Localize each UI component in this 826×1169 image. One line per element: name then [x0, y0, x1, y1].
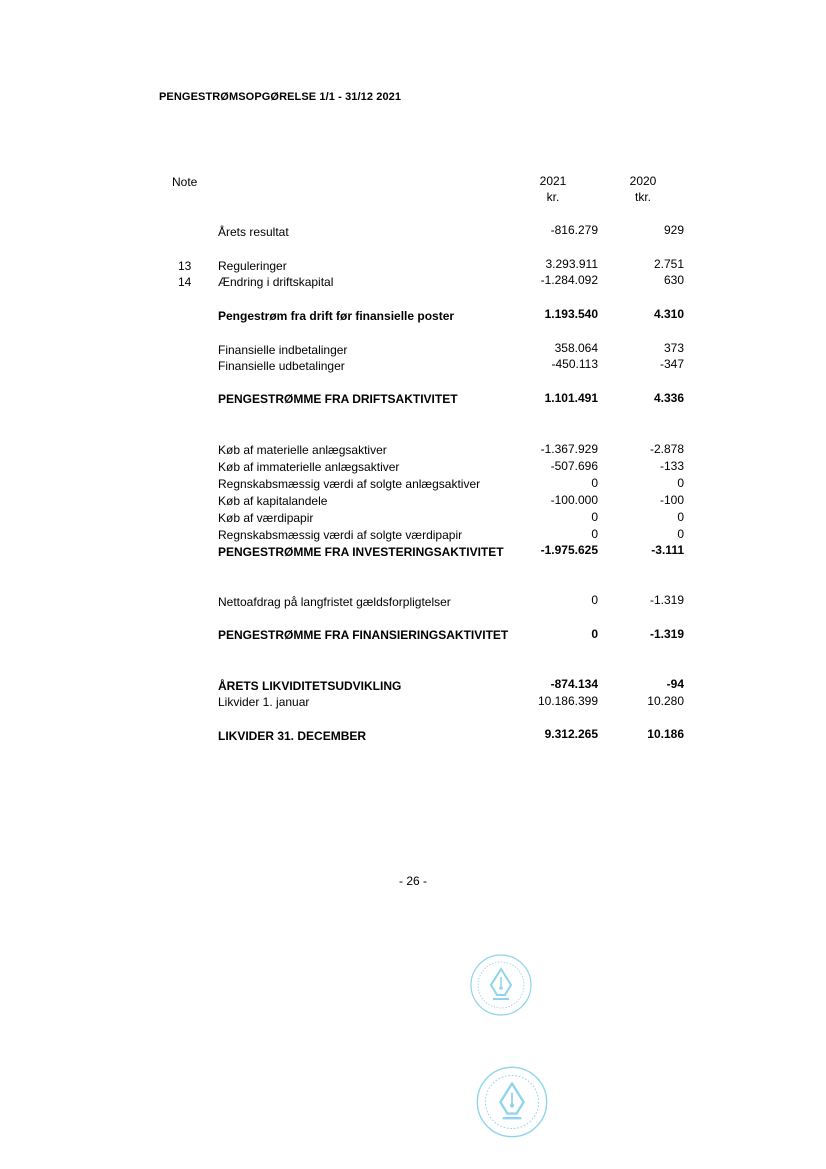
- value-2021: 0: [591, 593, 598, 607]
- value-2021: 1.101.491: [544, 391, 598, 405]
- signature-seal-icon: [469, 953, 533, 1022]
- value-2021: -100.000: [550, 493, 598, 507]
- row-label: Ændring i driftskapital: [218, 275, 334, 289]
- row-label: LIKVIDER 31. DECEMBER: [218, 729, 367, 743]
- value-2021: 0: [591, 476, 598, 490]
- page-title: PENGESTRØMSOPGØRELSE 1/1 - 31/12 2021: [159, 91, 402, 103]
- year-2020-header: 2020: [629, 174, 657, 188]
- row-label: PENGESTRØMME FRA INVESTERINGSAKTIVITET: [218, 545, 504, 559]
- row-label: Regnskabsmæssig værdi af solgte værdipapir: [218, 528, 463, 542]
- note-column-header: Note: [172, 175, 198, 189]
- value-2020: -133: [659, 459, 684, 473]
- row-label: PENGESTRØMME FRA DRIFTSAKTIVITET: [218, 392, 458, 406]
- row-label: Køb af værdipapir: [218, 511, 314, 525]
- value-2020: 630: [663, 273, 684, 287]
- value-2020: -347: [659, 357, 684, 371]
- value-2020: 4.310: [653, 307, 684, 321]
- value-2020: 0: [677, 527, 684, 541]
- unit-2020-header: tkr.: [634, 190, 651, 204]
- value-2021: 9.312.265: [544, 727, 598, 741]
- row-label: ÅRETS LIKVIDITETSUDVIKLING: [218, 679, 402, 693]
- value-2021: -1.975.625: [540, 543, 598, 557]
- note-ref: 13: [178, 259, 192, 273]
- value-2020: 10.186: [647, 727, 684, 741]
- row-label: Årets resultat: [218, 225, 289, 239]
- value-2020: 0: [677, 510, 684, 524]
- row-label: Nettoafdrag på langfristet gældsforpligtelser: [218, 595, 451, 609]
- value-2020: -2.878: [649, 442, 684, 456]
- row-label: Køb af materielle anlægsaktiver: [218, 443, 387, 457]
- row-label: Reguleringer: [218, 259, 287, 273]
- row-label: Likvider 1. januar: [218, 695, 310, 709]
- row-label: Køb af kapitalandele: [218, 494, 328, 508]
- value-2020: -94: [666, 677, 684, 691]
- value-2021: 0: [591, 627, 598, 641]
- value-2021: -1.284.092: [540, 273, 598, 287]
- value-2020: -3.111: [651, 543, 684, 557]
- value-2020: 4.336: [653, 391, 684, 405]
- value-2020: 373: [663, 341, 684, 355]
- value-2021: 0: [591, 527, 598, 541]
- page-number: - 26 -: [398, 874, 427, 888]
- value-2020: -1.319: [649, 593, 684, 607]
- value-2021: -874.134: [550, 677, 598, 691]
- value-2021: -1.367.929: [540, 442, 598, 456]
- value-2021: -450.113: [551, 357, 598, 371]
- value-2021: 1.193.540: [544, 307, 598, 321]
- value-2020: 10.280: [647, 694, 684, 708]
- value-2021: 0: [591, 510, 598, 524]
- row-label: Køb af immaterielle anlægsaktiver: [218, 460, 400, 474]
- value-2020: 0: [677, 476, 684, 490]
- unit-2021-header: kr.: [546, 190, 560, 204]
- row-label: Finansielle udbetalinger: [218, 359, 345, 373]
- value-2021: -507.696: [550, 459, 598, 473]
- row-label: Regnskabsmæssig værdi af solgte anlægsaktiver: [218, 477, 481, 491]
- row-label: Pengestrøm fra drift før finansielle poster: [218, 309, 455, 323]
- value-2021: -816.279: [550, 223, 598, 237]
- value-2020: 929: [663, 223, 684, 237]
- year-2021-header: 2021: [539, 174, 567, 188]
- value-2021: 10.186.399: [537, 694, 598, 708]
- value-2021: 3.293.911: [545, 257, 598, 271]
- row-label: PENGESTRØMME FRA FINANSIERINGSAKTIVITET: [218, 628, 509, 642]
- value-2020: -1.319: [649, 627, 684, 641]
- value-2020: -100: [659, 493, 684, 507]
- value-2020: 2.751: [653, 257, 684, 271]
- signature-seal-icon: [475, 1065, 549, 1144]
- row-label: Finansielle indbetalinger: [218, 343, 348, 357]
- value-2021: 358.064: [554, 341, 598, 355]
- note-ref: 14: [178, 275, 192, 289]
